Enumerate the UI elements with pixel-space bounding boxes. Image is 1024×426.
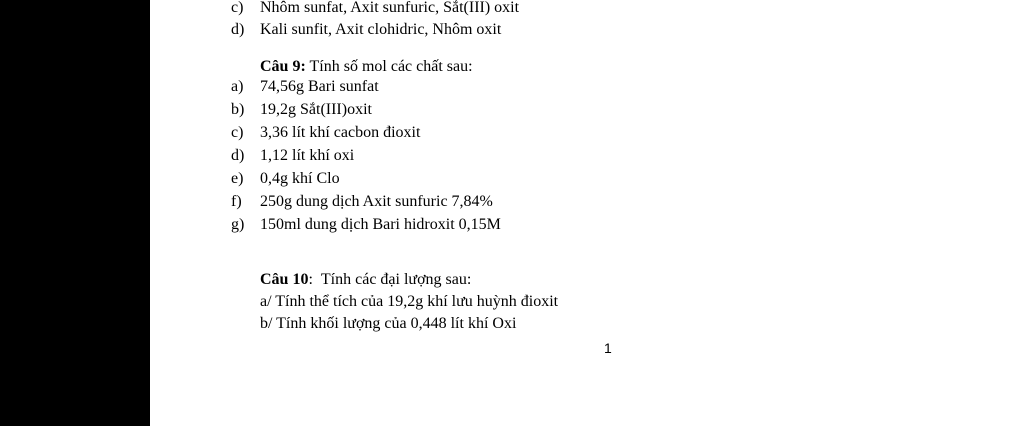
document-page	[150, 0, 1024, 426]
question-10-prompt: Tính các đại lượng sau:	[320, 271, 472, 288]
list-label: a)	[231, 78, 244, 95]
question-10-line-b: b/ Tính khối lượng của 0,448 lít khí Oxi	[260, 315, 517, 332]
list-label: c)	[231, 0, 244, 16]
list-label: e)	[231, 170, 244, 187]
list-label: g)	[231, 216, 245, 233]
list-item: 250g dung dịch Axit sunfuric 7,84%	[260, 193, 493, 210]
list-label: f)	[231, 193, 242, 210]
page-number: 1	[604, 340, 612, 356]
question-9-prompt: Tính số mol các chất sau:	[309, 58, 473, 75]
list-item: 1,12 lít khí oxi	[260, 147, 355, 164]
list-label: c)	[231, 124, 244, 141]
list-item: Nhôm sunfat, Axit sunfuric, Sắt(III) oxit	[260, 0, 520, 16]
question-9-heading	[260, 57, 473, 76]
list-item: 150ml dung dịch Bari hidroxit 0,15M	[260, 216, 501, 233]
list-item: 74,56g Bari sunfat	[260, 78, 379, 95]
question-10-line-a: a/ Tính thể tích của 19,2g khí lưu huỳnh đioxit	[260, 293, 559, 310]
list-label: d)	[231, 147, 245, 164]
question-10-title: Câu 10	[260, 271, 309, 288]
list-item: 0,4g khí Clo	[260, 170, 340, 187]
list-label: d)	[231, 21, 245, 38]
list-item: 19,2g Sắt(III)oxit	[260, 101, 372, 118]
question-9-title: Câu 9:	[260, 58, 306, 75]
question-10-heading	[260, 270, 471, 289]
question-10-colon: :	[308, 271, 313, 288]
list-item: Kali sunfit, Axit clohidric, Nhôm oxit	[260, 21, 502, 38]
list-label: b)	[231, 101, 245, 118]
list-item: 3,36 lít khí cacbon đioxit	[260, 124, 421, 141]
